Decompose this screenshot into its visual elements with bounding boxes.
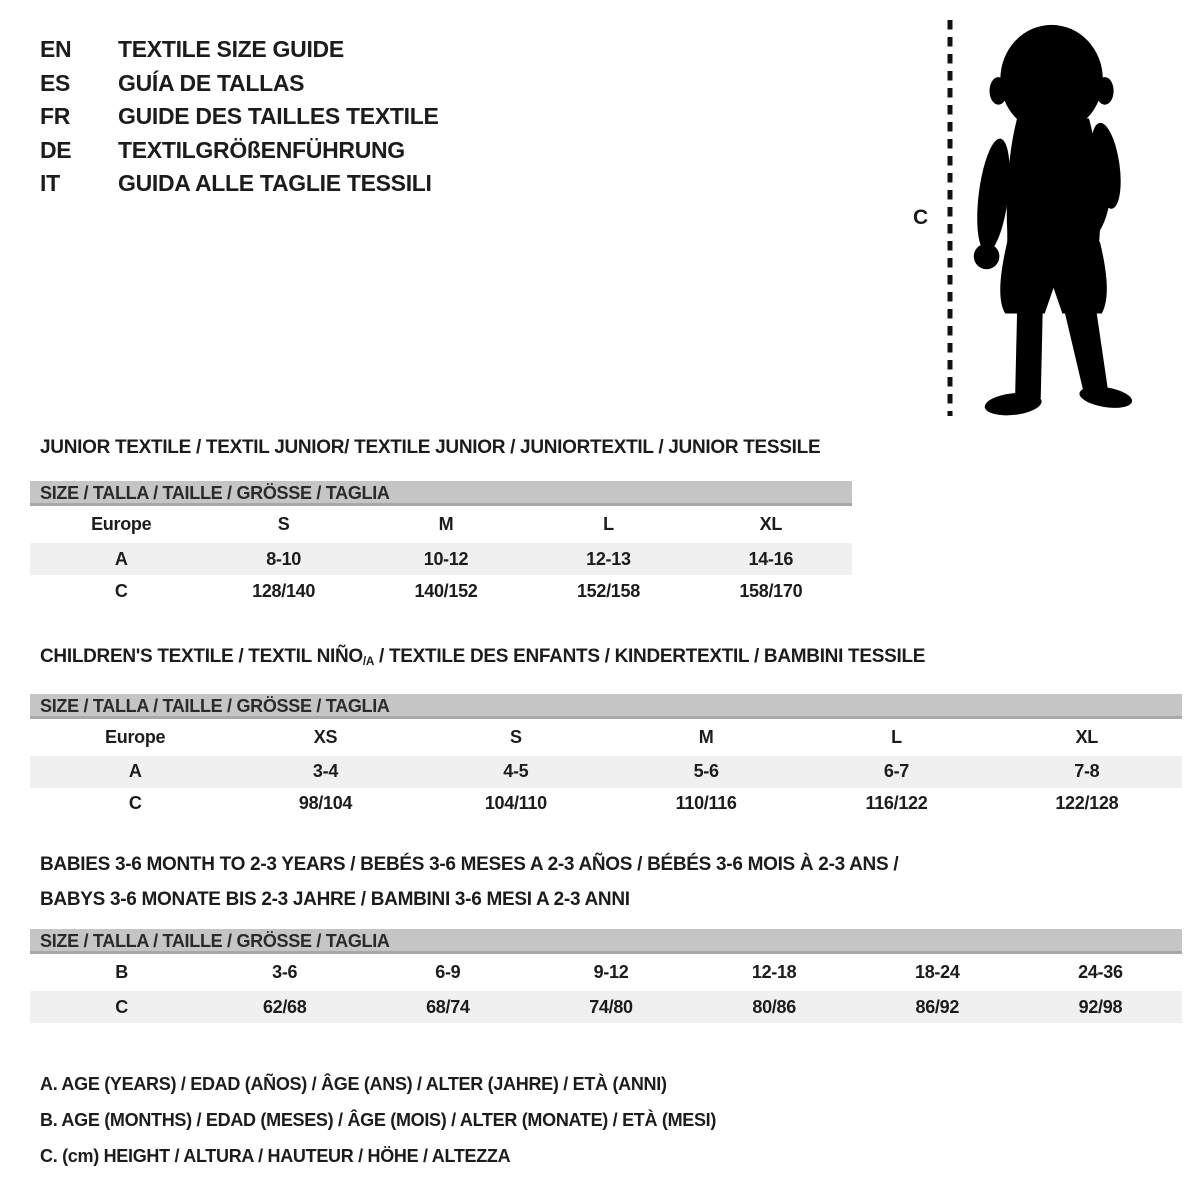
value-cell: 158/170 bbox=[739, 580, 803, 601]
value-cell: S bbox=[509, 726, 522, 747]
section-title-line: JUNIOR TEXTILE / TEXTIL JUNIOR/ TEXTILE JUNIOR / JUNIORTEXTIL / JUNIOR TESSILE bbox=[40, 437, 821, 458]
value-cell: 86/92 bbox=[915, 996, 960, 1017]
value-cell: 7-8 bbox=[1074, 761, 1100, 782]
row-label: A bbox=[114, 548, 128, 569]
value-cell: 68/74 bbox=[426, 996, 470, 1017]
size-table bbox=[30, 506, 1182, 607]
value-cell: 3-6 bbox=[272, 962, 298, 982]
value-cell: 92/98 bbox=[1078, 996, 1123, 1017]
value-cell: 110/116 bbox=[675, 793, 737, 814]
language-code: ES bbox=[40, 69, 71, 96]
size-guide-section bbox=[30, 639, 1182, 820]
table-row bbox=[30, 788, 1182, 820]
size-header-label: SIZE / TALLA / TAILLE / GRÖSSE / TAGLIA bbox=[40, 695, 390, 716]
value-cell: 10-12 bbox=[423, 548, 469, 569]
language-row bbox=[40, 33, 439, 67]
value-cell: 18-24 bbox=[915, 962, 960, 982]
height-label-c: C bbox=[913, 206, 928, 229]
size-header-bar bbox=[30, 481, 852, 506]
value-cell: XL bbox=[759, 514, 783, 534]
footnote-line: B. AGE (MONTHS) / EDAD (MESES) / ÂGE (MOIS) / ALTER (MONATE) / ETÀ (MESI) bbox=[40, 1110, 717, 1130]
value-cell: 140/152 bbox=[414, 580, 478, 601]
value-cell: 116/122 bbox=[865, 793, 928, 814]
toddler-body-shape bbox=[972, 25, 1134, 418]
value-cell: XL bbox=[1075, 726, 1098, 747]
section-title bbox=[30, 847, 1182, 917]
table-row bbox=[30, 575, 852, 607]
value-cell: XS bbox=[313, 726, 338, 747]
value-cell: 80/86 bbox=[752, 996, 796, 1017]
section-title bbox=[30, 639, 1182, 679]
value-cell: M bbox=[698, 726, 714, 747]
footnote-list bbox=[40, 1066, 716, 1174]
language-code: EN bbox=[40, 36, 72, 63]
value-cell: 12-13 bbox=[586, 548, 631, 569]
row-label: C bbox=[128, 793, 142, 814]
value-cell: 14-16 bbox=[748, 548, 794, 569]
language-title: GUÍA DE TALLAS bbox=[118, 69, 305, 96]
value-cell: 5-6 bbox=[693, 761, 719, 782]
language-title-list bbox=[40, 33, 439, 201]
size-table bbox=[30, 719, 1182, 820]
language-row bbox=[40, 167, 439, 201]
size-table bbox=[30, 954, 1182, 1023]
table-row bbox=[30, 954, 1182, 991]
row-label: A bbox=[128, 761, 142, 782]
table-row bbox=[30, 719, 1182, 756]
row-label: Europe bbox=[105, 726, 166, 747]
toddler-silhouette bbox=[900, 12, 1160, 422]
language-title: GUIDA ALLE TAGLIE TESSILI bbox=[118, 170, 432, 197]
language-row bbox=[40, 100, 439, 134]
value-cell: 98/104 bbox=[298, 793, 353, 814]
value-cell: 8-10 bbox=[266, 548, 302, 569]
table-row bbox=[30, 506, 852, 543]
section-title bbox=[30, 430, 1182, 465]
value-cell: 6-9 bbox=[435, 962, 461, 982]
value-cell: 12-18 bbox=[751, 962, 797, 982]
value-cell: L bbox=[603, 514, 614, 534]
value-cell: 3-4 bbox=[312, 761, 339, 782]
value-cell: L bbox=[891, 726, 902, 747]
section-title-line: CHILDREN'S TEXTILE / TEXTIL $NIÑO_{/A}$ / TEXTILE DES ENFANTS / KINDERTEXTIL / BAMBINI TESSILE bbox=[40, 646, 926, 668]
size-header-label: SIZE / TALLA / TAILLE / GRÖSSE / TAGLIA bbox=[40, 483, 390, 503]
value-cell: 122/128 bbox=[1055, 793, 1119, 814]
language-title: TEXTILGRÖßENFÜHRUNG bbox=[118, 136, 405, 163]
table-row bbox=[30, 756, 1182, 788]
value-cell: 74/80 bbox=[589, 996, 633, 1017]
table-row bbox=[30, 991, 1182, 1023]
table-row bbox=[30, 543, 852, 575]
value-cell: M bbox=[438, 514, 454, 534]
value-cell: 128/140 bbox=[252, 580, 316, 601]
value-cell: 104/110 bbox=[484, 793, 547, 814]
value-cell: 6-7 bbox=[883, 761, 910, 782]
row-label: C bbox=[114, 580, 128, 601]
language-title: TEXTILE SIZE GUIDE bbox=[118, 36, 344, 63]
section-title-line: BABIES 3-6 MONTH TO 2-3 YEARS / BEBÉS 3-6 MESES A 2-3 AÑOS / BÉBÉS 3-6 MOIS À 2-3 ANS / bbox=[40, 854, 899, 875]
section-title-line: BABYS 3-6 MONATE BIS 2-3 JAHRE / BAMBINI 3-6 MESI A 2-3 ANNI bbox=[40, 889, 630, 910]
size-header-label: SIZE / TALLA / TAILLE / GRÖSSE / TAGLIA bbox=[40, 931, 390, 951]
value-cell: S bbox=[277, 514, 290, 534]
language-code: IT bbox=[40, 170, 60, 197]
row-label: Europe bbox=[91, 514, 152, 534]
footnote-line: A. AGE (YEARS) / EDAD (AÑOS) / ÂGE (ANS) / ALTER (JAHRE) / ETÀ (ANNI) bbox=[40, 1074, 667, 1094]
value-cell: 62/68 bbox=[262, 996, 307, 1017]
value-cell: 9-12 bbox=[593, 962, 629, 982]
value-cell: 24-36 bbox=[1078, 962, 1123, 982]
row-label: C bbox=[115, 996, 128, 1017]
size-guide-section bbox=[30, 430, 1182, 607]
size-header-bar bbox=[30, 929, 1182, 954]
size-guide-section bbox=[30, 847, 1182, 1023]
language-row bbox=[40, 134, 439, 168]
row-label: B bbox=[115, 962, 128, 982]
language-row bbox=[40, 67, 439, 101]
language-code: FR bbox=[40, 103, 71, 130]
language-code: DE bbox=[40, 136, 72, 163]
footnote-line: C. (cm) HEIGHT / ALTURA / HAUTEUR / HÖHE / ALTEZZA bbox=[40, 1146, 511, 1166]
value-cell: 4-5 bbox=[503, 761, 529, 782]
language-title: GUIDE DES TAILLES TEXTILE bbox=[118, 103, 439, 130]
value-cell: 152/158 bbox=[576, 580, 640, 601]
size-header-bar bbox=[30, 694, 1182, 719]
